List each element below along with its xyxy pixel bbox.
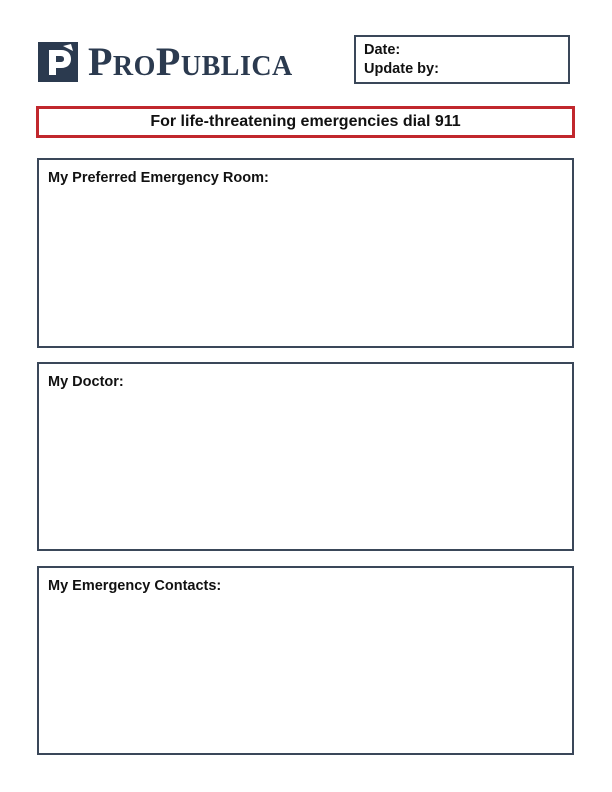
emergency-contacts-box (37, 566, 574, 755)
preferred-emergency-room-box (37, 158, 574, 348)
update-by-label: Update by: (364, 61, 439, 77)
emergency-alert-banner (36, 106, 575, 138)
emergency-contacts-label: My Emergency Contacts: (48, 578, 222, 594)
propublica-logo (38, 39, 293, 84)
propublica-logo-mark-icon (38, 42, 78, 82)
emergency-alert-text: For life-threatening emergencies dial 911 (150, 113, 461, 130)
propublica-wordmark: ProPublica (88, 39, 293, 84)
date-box (354, 35, 570, 84)
my-doctor-box (37, 362, 574, 551)
my-doctor-label: My Doctor: (48, 374, 124, 390)
date-label: Date: (364, 42, 401, 58)
preferred-emergency-room-label: My Preferred Emergency Room: (48, 170, 269, 186)
